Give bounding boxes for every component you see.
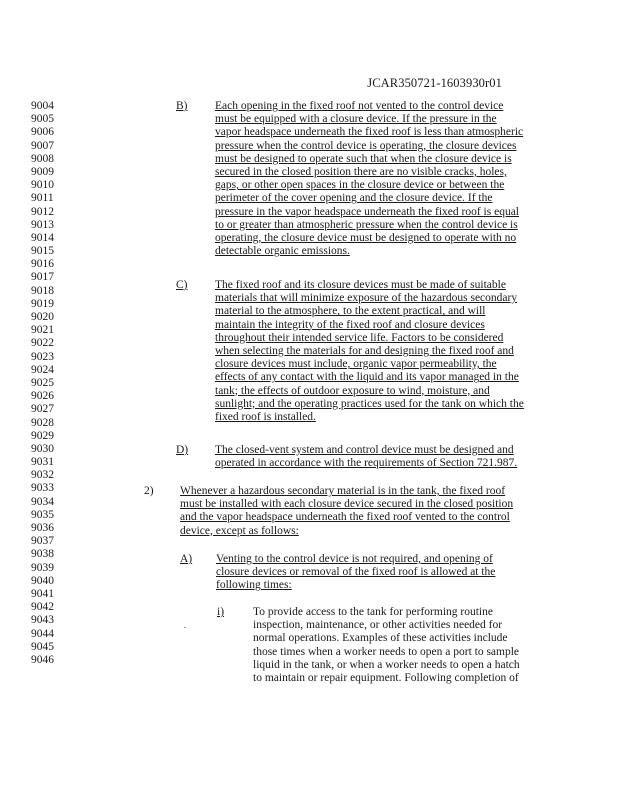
line-number: 9026: [31, 390, 54, 403]
text-line: liquid in the tank, or when a worker needs to open a hatch: [253, 658, 520, 671]
line-number: 9036: [31, 522, 54, 534]
text-line: gaps, or other open spaces in the closure device or between the: [215, 179, 505, 192]
text-line: The closed-vent system and control device must be designed and: [215, 444, 514, 456]
line-number: 9031: [31, 456, 54, 469]
line-number: 9005: [31, 113, 54, 126]
line-number: 9042: [31, 601, 54, 614]
text-line: normal operations. Examples of these activities include: [253, 632, 508, 645]
line-number: 9010: [31, 179, 54, 192]
line-number: 9024: [31, 363, 54, 376]
text-line: and the vapor headspace underneath the fixed roof vented to the control: [180, 511, 510, 524]
line-number: 9021: [31, 324, 54, 337]
text-line: closure devices or removal of the fixed roof is allowed at the: [216, 566, 496, 579]
line-number: 9014: [31, 231, 54, 244]
line-number: 9012: [31, 205, 54, 218]
item-2-label: 2): [144, 485, 154, 497]
item-b-text: [215, 100, 523, 258]
text-line: to maintain or repair equipment. Following completion of: [253, 671, 519, 684]
item-2-text: [180, 485, 513, 538]
line-number: 9006: [31, 126, 54, 139]
line-number: 9027: [31, 403, 54, 416]
item-c-text: [215, 279, 524, 424]
text-line: To provide access to the tank for performing routine: [253, 606, 493, 618]
text-line: throughout their intended service life. Factors to be considered: [215, 331, 504, 344]
line-number: 9037: [31, 535, 54, 548]
line-number: 9032: [31, 469, 54, 482]
line-number: 9030: [31, 442, 54, 455]
line-number: 9015: [31, 245, 54, 258]
line-number: 9040: [31, 574, 54, 587]
line-number: 9044: [31, 627, 54, 640]
margin-mark: [184, 627, 186, 628]
item-d-label: D): [176, 444, 189, 456]
line-number: 9007: [31, 139, 54, 152]
line-number: 9008: [31, 152, 54, 165]
text-line: tank; the effects of outdoor exposure to wind, moisture, and: [215, 384, 490, 397]
text-line: operating, the closure device must be designed to operate with no: [215, 231, 517, 244]
text-line: device, except as follows:: [180, 524, 299, 537]
line-number: 9041: [31, 587, 54, 600]
line-number: 9018: [31, 284, 54, 297]
line-number: 9016: [31, 258, 54, 271]
text-line: to or greater than atmospheric pressure when the control device is: [215, 218, 518, 231]
item-b-label: B): [176, 100, 188, 112]
text-line: operated in accordance with the requirements of Section 721.987.: [215, 457, 518, 470]
text-line: The fixed roof and its closure devices must be made of suitable: [215, 279, 506, 291]
text-line: sunlight; and the operating practices used for the tank on which the: [215, 397, 524, 410]
line-number: 9039: [31, 561, 54, 574]
line-number: 9046: [31, 653, 54, 666]
text-line: detectable organic emissions.: [215, 245, 350, 258]
line-number: 9035: [31, 508, 54, 521]
text-line: closure devices must include, organic vapor permeability, the: [215, 358, 497, 371]
text-line: Whenever a hazardous secondary material is in the tank, the fixed roof: [180, 485, 506, 497]
line-number: 9009: [31, 165, 54, 178]
line-number: 9011: [31, 192, 54, 205]
line-number: 9017: [31, 271, 54, 284]
line-number: 9023: [31, 350, 54, 363]
line-number: 9004: [31, 100, 54, 112]
item-d-text: [215, 444, 517, 470]
text-line: following times:: [216, 579, 292, 592]
text-line: must be designed to operate such that when the closure device is: [215, 152, 512, 165]
item-a-label: A): [180, 553, 193, 565]
line-number: 9029: [31, 429, 54, 442]
text-line: secured in the closed position there are no visible cracks, holes,: [215, 165, 507, 178]
line-number: 9045: [31, 640, 54, 653]
item-a-text: [216, 553, 495, 593]
text-line: Each opening in the fixed roof not vented to the control device: [215, 100, 504, 112]
line-number: 9022: [31, 337, 54, 350]
text-line: when selecting the materials for and designing the fixed roof and: [215, 344, 514, 357]
text-line: must be equipped with a closure device. If the pressure in the: [215, 113, 497, 126]
text-line: effects of any contact with the liquid and its vapor managed in the: [215, 371, 519, 384]
line-number: 9034: [31, 495, 54, 508]
line-number: 9038: [31, 548, 54, 561]
text-line: maintain the integrity of the fixed roof and closure devices: [215, 318, 485, 331]
line-number: 9020: [31, 311, 54, 323]
text-line: must be installed with each closure device secured in the closed position: [180, 498, 514, 511]
line-number: 9019: [31, 297, 54, 310]
line-number-column: [31, 100, 71, 667]
item-i-label: i): [217, 606, 225, 618]
text-line: vapor headspace underneath the fixed roof is less than atmospheric: [215, 126, 524, 139]
item-c-label: C): [176, 279, 188, 291]
line-number: 9025: [31, 376, 54, 389]
text-line: Venting to the control device is not required, and opening of: [216, 553, 493, 565]
line-number: 9013: [31, 218, 54, 231]
document-id: JCAR350721-1603930r01: [367, 76, 502, 90]
item-i-text: [253, 606, 520, 685]
line-number: 9033: [31, 482, 54, 495]
line-number: 9028: [31, 416, 54, 429]
text-line: pressure when the control device is operating, the closure devices: [215, 139, 517, 152]
line-number: 9043: [31, 614, 54, 627]
text-line: materials that will minimize exposure of the hazardous secondary: [215, 292, 518, 305]
text-line: pressure in the vapor headspace underneath the fixed roof is equal: [215, 205, 519, 218]
text-line: fixed roof is installed.: [215, 410, 316, 423]
text-line: those times when a worker needs to open a port to sample: [253, 645, 520, 658]
text-line: inspection, maintenance, or other activities needed for: [253, 619, 503, 632]
text-line: material to the atmosphere, to the extent practical, and will: [215, 305, 486, 318]
text-line: perimeter of the cover opening and the closure device. If the: [215, 192, 493, 205]
